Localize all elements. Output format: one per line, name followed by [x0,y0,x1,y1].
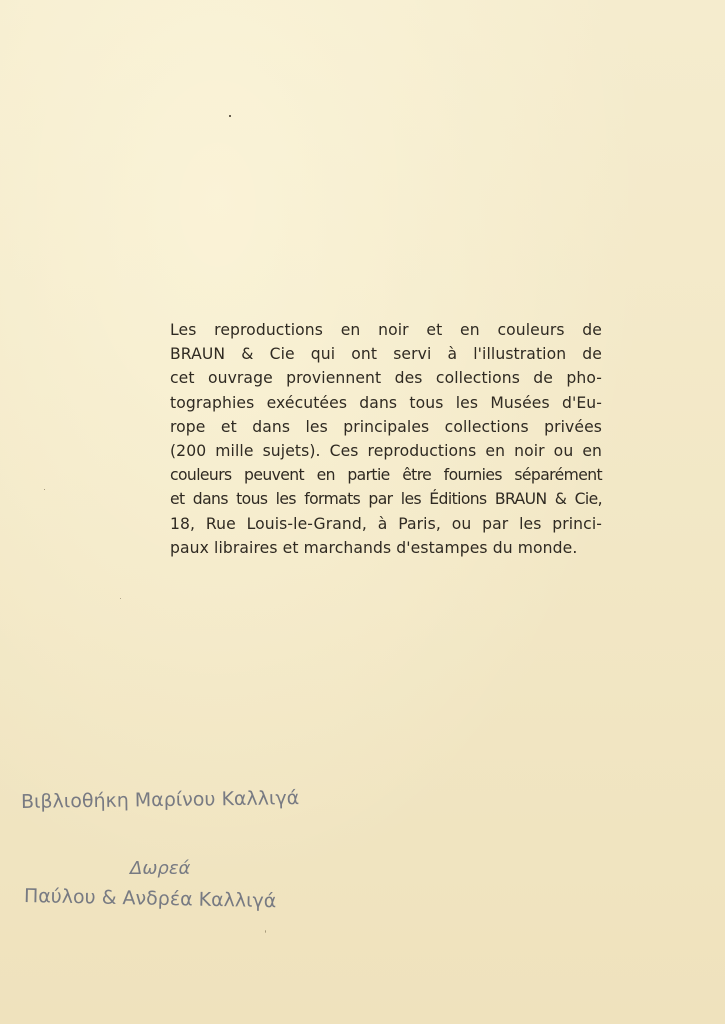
note-line: couleurs peuvent en partie être fournies séparément [170,466,602,485]
ink-speck [44,489,45,490]
donors-stamp: Παύλου & Ανδρέα Καλλιγά [23,885,277,913]
note-line: 18, Rue Louis-le-Grand, à Paris, ou par les princi- [170,514,602,533]
donation-stamp: Δωρεά [130,858,191,879]
publisher-note [170,318,602,560]
library-stamp: Βιβλιοθήκη Μαρίνου Καλλιγά [20,787,300,813]
note-line: et dans tous les formats par les Éditions BRAUN & Cie, [170,490,602,509]
note-line: rope et dans les principales collections privées [170,417,602,436]
note-line: paux libraires et marchands d'estampes du monde. [170,538,578,557]
note-line: (200 mille sujets). Ces reproductions en noir ou en [170,442,602,461]
note-line: BRAUN & Cie qui ont servi à l'illustration de [170,345,602,364]
note-line: cet ouvrage proviennent des collections de pho- [170,369,602,388]
note-line: tographies exécutées dans tous les Musées d'Eu- [170,393,602,412]
note-line: Les reproductions en noir et en couleurs de [170,321,602,339]
ink-speck [120,598,121,599]
ink-speck [265,930,266,933]
ink-speck [229,115,231,117]
